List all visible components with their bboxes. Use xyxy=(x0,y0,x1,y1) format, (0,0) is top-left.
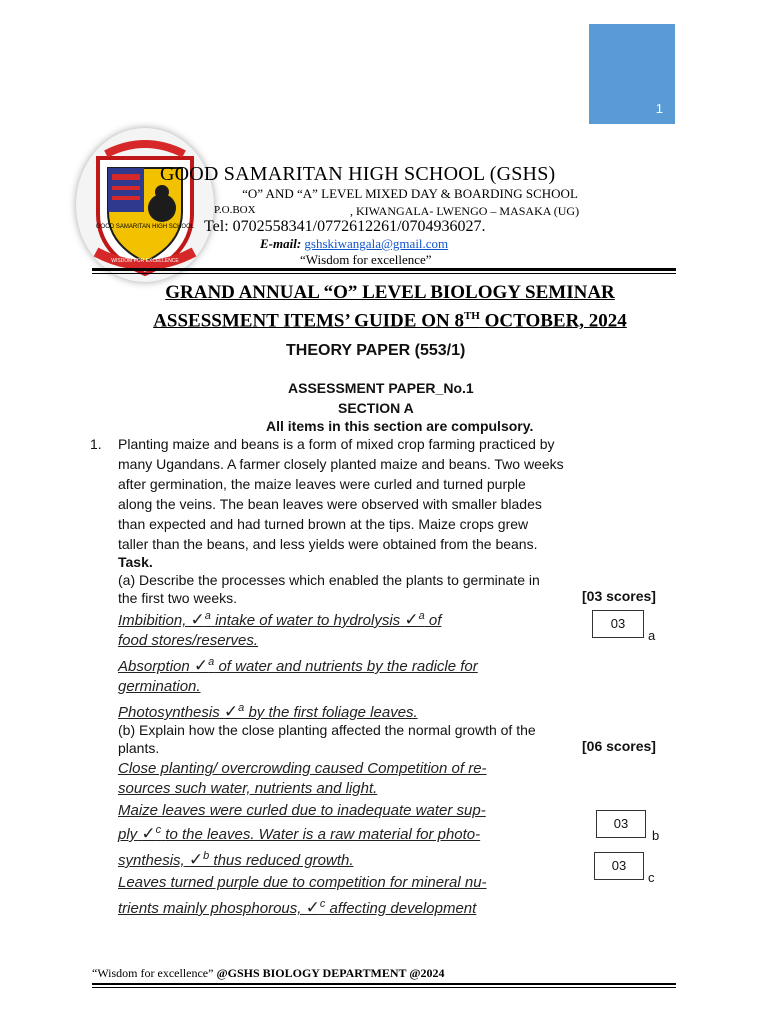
answer-text: trients mainly phosphorous, xyxy=(118,900,302,917)
seminar-title: GRAND ANNUAL “O” LEVEL BIOLOGY SEMINAR xyxy=(165,282,615,303)
guide-title xyxy=(90,310,690,332)
header-divider-thin xyxy=(92,273,676,274)
task-label: Task. xyxy=(118,554,153,570)
answer-text: Imbibition, xyxy=(118,612,187,629)
logo-bottom-text: WISDOM FOR EXCELLENCE xyxy=(111,258,179,264)
check-icon: ✓ xyxy=(193,656,209,675)
guide-title-suffix: OCTOBER, 2024 xyxy=(479,310,627,332)
score-box-label: b xyxy=(652,828,660,843)
footer-motto: “Wisdom for excellence” xyxy=(92,966,214,980)
answer-b-line: Close planting/ overcrowding caused Competition of re- xyxy=(118,760,487,777)
part-a-question: the first two weeks. xyxy=(118,590,238,606)
question-line: along the veins. The bean leaves were observed with smaller blades xyxy=(118,496,542,512)
school-email-line xyxy=(260,236,448,252)
mark-label: b xyxy=(203,850,210,862)
question-line: taller than the beans, and less yields were obtained from the beans. xyxy=(118,536,538,552)
answer-text: by the first foliage leaves. xyxy=(248,704,418,721)
page-number: 1 xyxy=(655,101,663,116)
answer-text: synthesis, xyxy=(118,852,185,869)
answer-text: of water and nutrients by the radicle for xyxy=(218,658,478,675)
answer-b-line xyxy=(118,850,354,870)
check-icon: ✓ xyxy=(404,610,419,629)
email-label: E-mail: xyxy=(260,236,302,251)
answer-text: thus reduced growth. xyxy=(213,852,354,869)
score-box: 03 xyxy=(596,810,646,838)
score-box: 03 xyxy=(592,610,644,638)
header-divider xyxy=(92,268,676,271)
school-logo xyxy=(76,128,214,282)
answer-b-line xyxy=(118,898,476,918)
school-crest-icon xyxy=(76,128,214,282)
question-line: Planting maize and beans is a form of mixed crop farming practiced by xyxy=(118,436,555,452)
answer-a-line: germination. xyxy=(118,678,201,695)
answer-text: affecting development xyxy=(329,900,477,917)
part-b-question: (b) Explain how the close planting affected the normal growth of the xyxy=(118,722,536,738)
mark-label: a xyxy=(204,610,211,622)
check-icon: ✓ xyxy=(190,610,205,629)
mark-label: a xyxy=(208,656,215,668)
check-icon: ✓ xyxy=(305,898,320,917)
answer-b-line: Maize leaves were curled due to inadequate water sup- xyxy=(118,802,486,819)
part-b-question: plants. xyxy=(118,740,160,756)
part-b-score: [06 scores] xyxy=(582,738,656,754)
question-line: than expected and had turned brown at the tips. Maize crops grew xyxy=(118,516,529,532)
check-icon: ✓ xyxy=(188,850,204,869)
school-name: GOOD SAMARITAN HIGH SCHOOL (GSHS) xyxy=(160,163,556,185)
answer-text: of xyxy=(428,612,442,629)
question-number: 1. xyxy=(90,436,102,452)
answer-text: ply xyxy=(118,826,138,843)
school-address: , KIWANGALA- LWENGO – MASAKA (UG) xyxy=(350,204,580,218)
mark-label: c xyxy=(155,824,162,836)
part-a-score: [03 scores] xyxy=(582,588,656,604)
answer-text: Photosynthesis xyxy=(118,704,220,721)
answer-text: Absorption xyxy=(118,658,190,675)
question-line: after germination, the maize leaves were curled and turned purple xyxy=(118,476,526,492)
answer-text: to the leaves. Water is a raw material for photo- xyxy=(165,826,481,843)
footer-divider-thin xyxy=(92,987,676,988)
guide-title-prefix: ASSESSMENT ITEMS’ GUIDE ON 8 xyxy=(153,310,464,332)
answer-a-line xyxy=(118,610,441,630)
mark-label: c xyxy=(319,898,326,910)
school-motto: “Wisdom for excellence” xyxy=(300,252,432,267)
answer-text: intake of water to hydrolysis xyxy=(215,612,401,629)
assessment-paper-number: ASSESSMENT PAPER_No.1 xyxy=(288,380,474,396)
question-scan xyxy=(88,338,688,934)
mark-label: a xyxy=(238,702,245,714)
email-link[interactable]: gshskiwangala@gmail.com xyxy=(304,236,449,251)
section-heading: SECTION A xyxy=(338,400,414,416)
question-line: many Ugandans. A farmer closely planted maize and beans. Two weeks xyxy=(118,456,564,472)
part-a-question: (a) Describe the processes which enabled the plants to germinate in xyxy=(118,572,540,588)
page-number-box xyxy=(589,24,675,124)
guide-title-sup: TH xyxy=(463,310,480,322)
po-box: P.O.BOX xyxy=(214,204,256,216)
mark-label: a xyxy=(418,610,425,622)
answer-b-line: Leaves turned purple due to competition for mineral nu- xyxy=(118,874,487,891)
footer-text xyxy=(92,966,445,981)
answer-a-line: food stores/reserves. xyxy=(118,632,259,649)
instructions: All items in this section are compulsory. xyxy=(266,418,534,434)
answer-b-line: sources such water, nutrients and light. xyxy=(118,780,378,797)
score-box: 03 xyxy=(594,852,644,880)
check-icon: ✓ xyxy=(223,702,239,721)
answer-a-line xyxy=(118,702,418,722)
score-box-label: a xyxy=(648,628,656,643)
answer-a-line xyxy=(118,656,478,676)
logo-top-text: GOOD SAMARITAN HIGH SCHOOL xyxy=(95,224,195,230)
score-box-label: c xyxy=(648,870,655,885)
check-icon: ✓ xyxy=(141,824,156,843)
school-telephone: Tel: 0702558341/0772612261/0704936027. xyxy=(204,218,486,235)
school-type-line: “O” AND “A” LEVEL MIXED DAY & BOARDING SCHOOL xyxy=(242,186,578,201)
answer-b-line xyxy=(118,824,480,844)
paper-title: THEORY PAPER (553/1) xyxy=(286,342,466,359)
footer-department: @GSHS BIOLOGY DEPARTMENT @2024 xyxy=(213,966,445,980)
footer-divider xyxy=(92,983,676,985)
